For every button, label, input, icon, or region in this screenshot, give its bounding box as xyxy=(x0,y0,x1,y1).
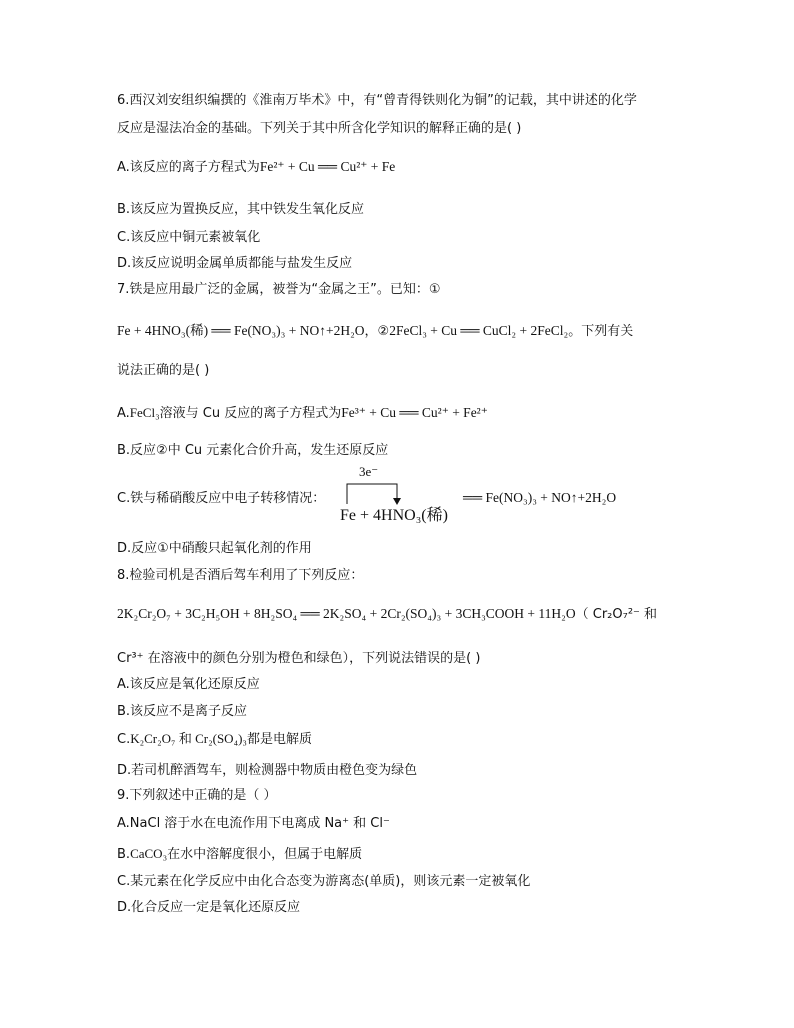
q8-option-c xyxy=(117,730,312,749)
q7-option-c-left: Fe + 4HNO₃(稀) xyxy=(340,507,448,524)
q9-stem: 9.下列叙述中正确的是（ ） xyxy=(117,788,277,803)
q9-option-b-text: 在水中溶解度很小，但属于电解质 xyxy=(167,847,363,862)
q9-option-b-prefix: B. xyxy=(117,847,131,862)
q8-equation-line xyxy=(117,605,657,624)
q7-separator: ，② xyxy=(364,324,390,339)
q7-option-c-right: ══ Fe(NO₃)₃ + NO↑+2H₂O xyxy=(463,490,617,505)
q9-option-c: C.某元素在化学反应中由化合态变为游离态(单质)，则该元素一定被氧化 xyxy=(117,874,531,889)
q7-option-b: B.反应②中 Cu 元素化合价升高，发生还原反应 xyxy=(117,443,389,458)
q7-option-a-prefix: A. xyxy=(117,406,130,421)
q8-option-d: D.若司机醉酒驾车，则检测器中物质由橙色变为绿色 xyxy=(117,763,418,778)
q6-option-a xyxy=(117,158,395,177)
q7-stem-line3: 说法正确的是( ) xyxy=(117,363,210,378)
q8-equation-tail: （ Cr₂O₇²⁻ 和 xyxy=(575,607,658,622)
q8-option-b: B.该反应不是离子反应 xyxy=(117,704,248,719)
q6-stem-line1: 6.西汉刘安组织编撰的《淮南万毕术》中，有“曾青得铁则化为铜”的记载，其中讲述的化学 xyxy=(117,93,637,108)
q9-option-b xyxy=(117,845,362,864)
q6-option-b: B.该反应为置换反应，其中铁发生氧化反应 xyxy=(117,202,365,217)
q6-option-a-equation: Fe²⁺ + Cu ══ Cu²⁺ + Fe xyxy=(259,159,396,174)
q8-option-c-text: 都是电解质 xyxy=(246,732,312,747)
q7-equation-1: Fe + 4HNO₃(稀) ══ Fe(NO₃)₃ + NO↑+2H₂O xyxy=(117,323,365,338)
q8-stem-line3: Cr³⁺ 在溶液中的颜色分别为橙色和绿色），下列说法错误的是( ) xyxy=(117,651,481,666)
q8-option-c-chem: K₂Cr₂O₇ 和 Cr₂(SO₄)₃ xyxy=(130,731,247,746)
q7-option-a xyxy=(117,404,488,423)
q8-equation: 2K₂Cr₂O₇ + 3C₂H₅OH + 8H₂SO₄ ══ 2K₂SO₄ + 2Cr₂(SO₄)₃ + 3CH₃COOH + 11H₂O xyxy=(117,606,576,621)
q9-option-d: D.化合反应一定是氧化还原反应 xyxy=(117,900,301,915)
q7-stem-line1: 7.铁是应用最广泛的金属，被誉为“金属之王”。已知：① xyxy=(117,282,441,297)
q8-stem-line1: 8.检验司机是否酒后驾车利用了下列反应： xyxy=(117,568,364,583)
q7-stem-line2 xyxy=(117,322,633,341)
q7-option-a-chem: FeCl₃ xyxy=(129,405,160,420)
q8-option-c-prefix: C. xyxy=(117,732,131,747)
q7-option-d: D.反应①中硝酸只起氧化剂的作用 xyxy=(117,541,312,556)
q9-option-a: A.NaCl 溶于水在电流作用下电离成 Na⁺ 和 Cl⁻ xyxy=(117,816,390,831)
q7-option-c-text: C.铁与稀硝酸反应中电子转移情况： xyxy=(117,491,326,506)
q6-option-a-text: A.该反应的离子方程式为 xyxy=(117,160,260,175)
q7-option-a-text: 溶液与 Cu 反应的离子方程式为 xyxy=(159,406,342,421)
q7-option-a-equation: Fe³⁺ + Cu ══ Cu²⁺ + Fe²⁺ xyxy=(341,405,488,420)
q9-option-b-chem: CaCO₃ xyxy=(130,846,168,861)
q7-stem-tail: 。下列有关 xyxy=(568,324,634,339)
q7-electron-label: 3e⁻ xyxy=(359,464,379,479)
q6-option-d: D.该反应说明金属单质都能与盐发生反应 xyxy=(117,256,353,271)
q6-stem-line2: 反应是湿法冶金的基础。下列关于其中所含化学知识的解释正确的是( ) xyxy=(117,121,522,136)
q6-option-c: C.该反应中铜元素被氧化 xyxy=(117,230,261,245)
q8-option-a: A.该反应是氧化还原反应 xyxy=(117,677,260,692)
q7-equation-2: 2FeCl₃ + Cu ══ CuCl₂ + 2FeCl₂ xyxy=(389,323,569,338)
